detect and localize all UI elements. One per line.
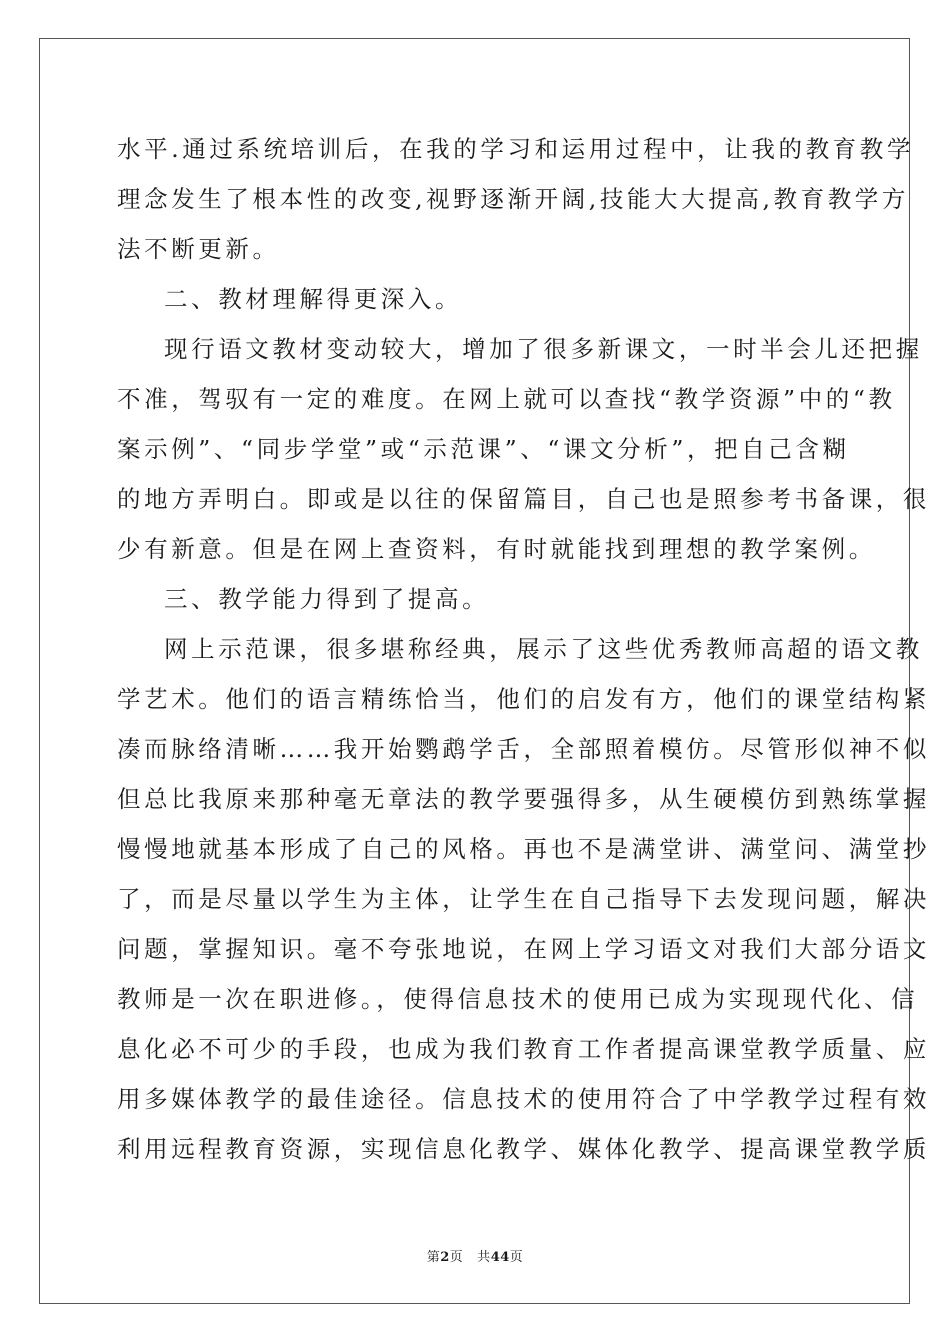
text-line: 理念发生了根本性的改变,视野逐渐开阔,技能大大提高,教育教学方 <box>117 185 910 213</box>
text-line: 但总比我原来那种毫无章法的教学要强得多，从生硬模仿到熟练掌握 <box>117 785 930 813</box>
text-line: 了，而是尽量以学生为主体，让学生在自己指导下去发现问题，解决 <box>117 885 930 913</box>
text-line: 少有新意。但是在网上查资料，有时就能找到理想的教学案例。 <box>117 535 876 563</box>
current-page-number: 2 <box>440 1250 450 1265</box>
section-heading: 三、教学能力得到了提高。 <box>164 585 490 613</box>
text-line: 慢慢地就基本形成了自己的风格。再也不是满堂讲、满堂问、满堂抄 <box>117 835 930 863</box>
text-line: 学艺术。他们的语言精练恰当，他们的启发有方，他们的课堂结构紧 <box>117 685 930 713</box>
text-line: 网上示范课，很多堪称经典，展示了这些优秀教师高超的语文教 <box>164 635 923 663</box>
text-line: 用多媒体教学的最佳途径。信息技术的使用符合了中学教学过程有效 <box>117 1085 930 1113</box>
footer-total-unit: 页 <box>509 1250 524 1265</box>
text-line: 的地方弄明白。即或是以往的保留篇目，自己也是照参考书备课，很 <box>117 485 930 513</box>
text-line: 利用远程教育资源，实现信息化教学、媒体化教学、提高课堂教学质 <box>117 1135 930 1163</box>
text-line: 案示例”、“同步学堂”或“示范课”、“课文分析”，把自己含糊 <box>117 435 850 463</box>
total-pages-number: 44 <box>490 1250 510 1265</box>
section-heading: 二、教材理解得更深入。 <box>164 285 463 313</box>
text-line: 凑而脉络清晰……我开始鹦鹉学舌，全部照着模仿。尽管形似神不似 <box>117 735 930 763</box>
footer-page-unit: 页 <box>449 1250 464 1265</box>
footer-prefix: 第 <box>426 1250 441 1265</box>
text-line: 水平.通过系统培训后，在我的学习和运用过程中，让我的教育教学 <box>117 135 914 163</box>
text-line: 法不断更新。 <box>117 235 280 263</box>
text-line: 不准，驾驭有一定的难度。在网上就可以查找“教学资源”中的“教 <box>117 385 896 413</box>
text-line: 现行语文教材变动较大，增加了很多新课文，一时半会儿还把握 <box>164 335 923 363</box>
text-line: 息化必不可少的手段，也成为我们教育工作者提高课堂教学质量、应 <box>117 1035 930 1063</box>
text-line: 教师是一次在职进修。，使得信息技术的使用已成为实现现代化、信 <box>117 985 919 1013</box>
footer-total-prefix: 共 <box>477 1250 491 1265</box>
page-footer <box>0 1250 950 1266</box>
text-line: 问题，掌握知识。毫不夸张地说，在网上学习语文对我们大部分语文 <box>117 935 930 963</box>
document-body <box>117 124 930 1174</box>
